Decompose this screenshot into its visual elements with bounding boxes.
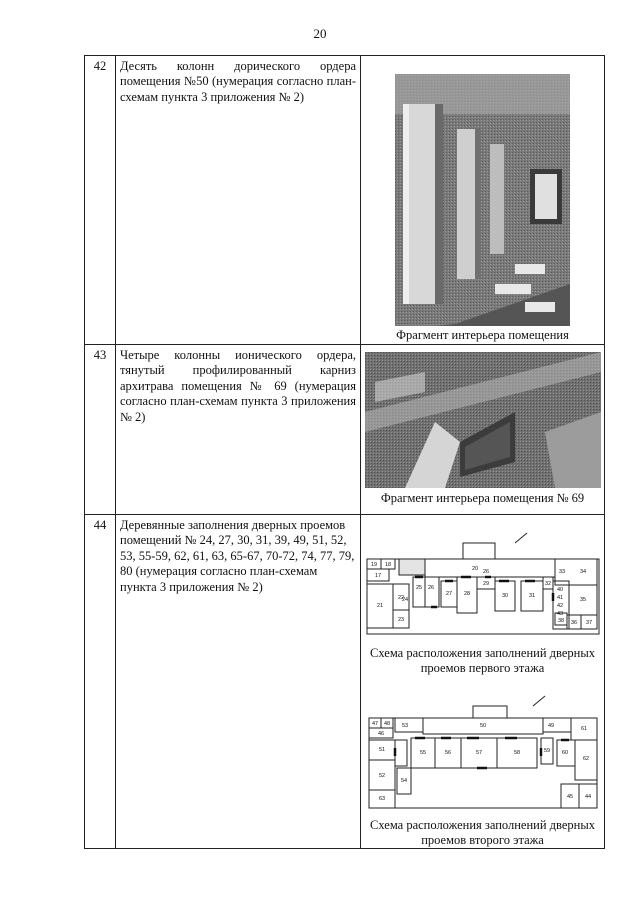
room-number-label: 43: [556, 611, 563, 617]
photo-caption: Фрагмент интерьера помещения № 69: [380, 491, 585, 505]
room-number-label: 44: [584, 794, 591, 800]
room-number-label: 41: [556, 595, 563, 601]
row-description: Деревянные заполнения дверных проемов помещений № 24, 27, 30, 31, 39, 49, 51, 52, 53, 55-59, 62, 61, 63, 65-67, 70-72, 74, 77, 79, 80 (нумерация согласно план-схемам пункта 3 приложения № 2): [116, 515, 361, 849]
room-number-label: 53: [401, 723, 408, 729]
room-number-label: 60: [561, 750, 568, 756]
room-number-label: 49: [547, 723, 554, 729]
plan-caption: Схема расположения заполнений дверных проемов второго этажа: [370, 818, 595, 847]
table-row: [85, 56, 605, 345]
room-number-label: 59: [543, 748, 550, 754]
room-number-label: 21: [376, 603, 383, 609]
room-number-label: 19: [370, 562, 377, 568]
room-number-label: 31: [528, 593, 535, 599]
row-image-cell: [361, 56, 605, 345]
room-number-label: 37: [585, 620, 592, 626]
room-number-label: 47: [371, 721, 378, 727]
plan-caption: Схема расположения заполнений дверных проемов первого этажа: [370, 646, 595, 675]
table-row: [85, 345, 605, 515]
room-number-label: 40: [556, 587, 563, 593]
room-number-label: 36: [570, 620, 577, 626]
floor-plan-first: [365, 529, 601, 644]
row-description: Десять колонн дорического ордера помещения №50 (нумерация согласно план-схемам пункта 3 приложения № 2): [116, 56, 361, 345]
room-number-label: 61: [580, 726, 587, 732]
row-image-cell: [361, 515, 605, 849]
room-number-label: 56: [444, 750, 451, 756]
room-number-label: 58: [513, 750, 520, 756]
room-number-label: 50: [479, 723, 486, 729]
room-number-label: 22: [397, 595, 404, 601]
room-number-label: 52: [378, 773, 385, 779]
room-number-label: 20: [471, 566, 478, 572]
room-number-label: 18: [384, 562, 391, 568]
room-number-label: 42: [556, 603, 563, 609]
room-number-label: 62: [582, 756, 589, 762]
page-number: 20: [313, 26, 327, 41]
row-image-cell: [361, 345, 605, 515]
row-number: 42: [85, 56, 116, 345]
room-number-label: 32: [544, 581, 551, 587]
room-number-label: 27: [445, 591, 452, 597]
row-description: Четыре колонны ионического ордера, тянутый профилированный карниз архитрава помещения № 69 (нумерация согласно план-схемам пункта 3 приложения № 2): [116, 345, 361, 515]
room-number-label: 29: [482, 581, 489, 587]
room-number-label: 34: [579, 569, 586, 575]
room-number-label: 57: [475, 750, 482, 756]
room-number-label: 24: [401, 597, 408, 603]
room-number-label: 17: [374, 573, 381, 579]
room-number-label: 51: [378, 747, 385, 753]
room-number-label: 35: [579, 597, 586, 603]
table-row: [85, 515, 605, 849]
room-number-label: 55: [419, 750, 426, 756]
room-number-label: 38: [557, 618, 564, 624]
photo-caption: Фрагмент интерьера помещения: [396, 328, 569, 342]
row-number: 44: [85, 515, 116, 849]
interior-photo-room-69: [365, 352, 601, 488]
room-number-label: 25: [415, 585, 422, 591]
row-number: 43: [85, 345, 116, 515]
room-number-label: 33: [558, 569, 565, 575]
room-number-label: 28: [463, 591, 470, 597]
floor-plan-second: [365, 694, 601, 816]
room-number-label: 45: [566, 794, 573, 800]
interior-photo-columns: [395, 74, 570, 326]
room-number-label: 26: [482, 569, 489, 575]
room-number-label: 63: [378, 796, 385, 802]
room-number-label: 23: [397, 617, 404, 623]
room-number-label: 30: [501, 593, 508, 599]
room-number-label: 26: [427, 585, 434, 591]
objects-table: [84, 55, 605, 849]
room-number-label: 54: [400, 778, 407, 784]
room-number-label: 46: [377, 731, 384, 737]
room-number-label: 48: [383, 721, 390, 727]
